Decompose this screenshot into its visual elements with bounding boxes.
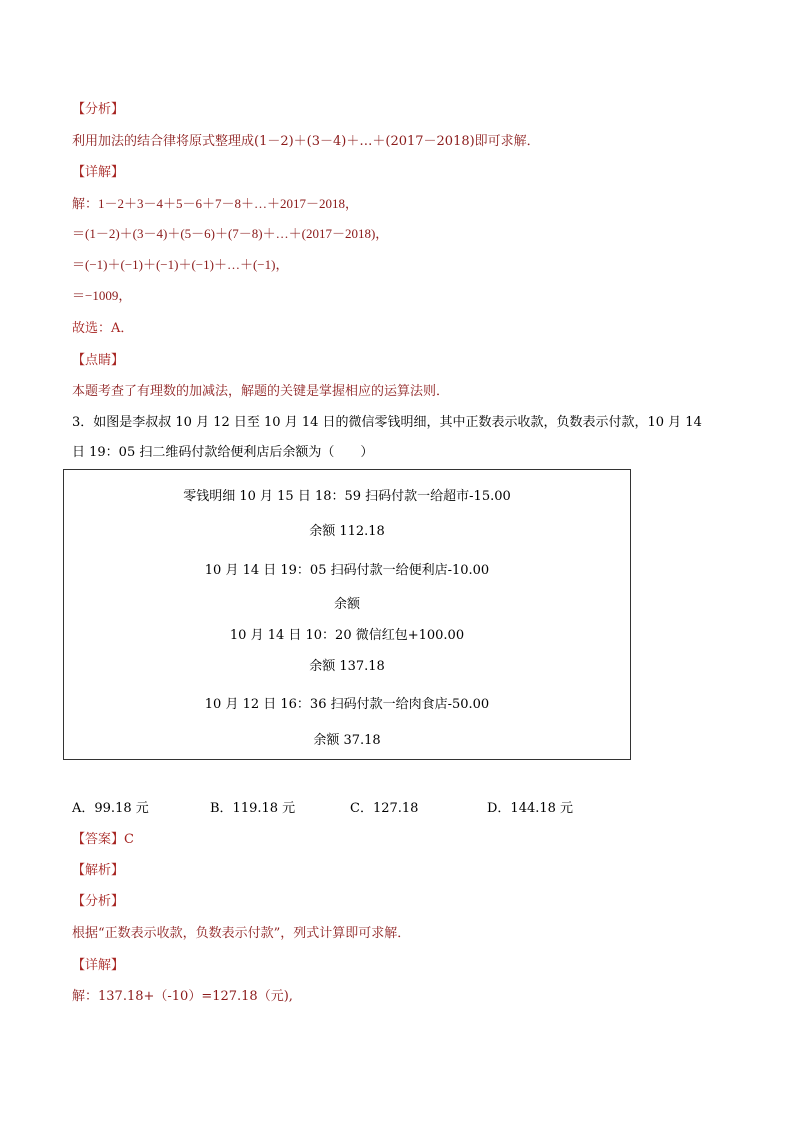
option-b: B．119.18 元 bbox=[210, 801, 296, 816]
answer-analysis-text: 根据“正数表示收款，负数表示付款”，列式计算即可求解． bbox=[72, 926, 411, 941]
answer-analysis-heading: 【分析】 bbox=[72, 894, 125, 909]
answer-detail-text: 解：137.18+（-10）=127.18（元), bbox=[72, 989, 293, 1004]
explain-heading: 【解析】 bbox=[72, 863, 125, 878]
solution-step-3: ＝(−1)＋(−1)＋(−1)＋(−1)＋…＋(−1)， bbox=[72, 257, 289, 272]
comment-text: 本题考查了有理数的加减法，解题的关键是掌握相应的运算法则． bbox=[72, 384, 450, 399]
choice-text: 故选：A． bbox=[72, 321, 134, 336]
solution-step-1: 解：1－2＋3－4＋5－6＋7－8＋…＋2017－2018， bbox=[72, 196, 359, 211]
analysis-text: 利用加法的结合律将原式整理成(1－2)＋(3－4)＋…＋(2017－2018)即可求解． bbox=[72, 134, 540, 149]
question-stem-line-1: 3．如图是李叔叔 10 月 12 日至 10 月 14 日的微信零钱明细，其中正数表示收款，负数表示付款，10 月 14 bbox=[72, 415, 702, 430]
wallet-line-7: 10 月 12 日 16：36 扫码付款一给肉食店-50.00 bbox=[204, 697, 490, 712]
solution-step-4: ＝−1009， bbox=[72, 288, 132, 303]
wallet-line-3: 10 月 14 日 19：05 扫码付款一给便利店-10.00 bbox=[204, 563, 490, 578]
option-d: D．144.18 元 bbox=[487, 801, 574, 816]
solution-step-2: ＝(1－2)＋(3－4)＋(5－6)＋(7－8)＋…＋(2017－2018)， bbox=[72, 226, 389, 241]
answer-detail-heading: 【详解】 bbox=[72, 958, 125, 973]
wallet-line-2: 余额 112.18 bbox=[309, 524, 385, 539]
detail-heading: 【详解】 bbox=[72, 165, 125, 180]
wallet-line-8: 余额 37.18 bbox=[313, 733, 381, 748]
comment-heading: 【点睛】 bbox=[72, 353, 125, 368]
option-a: A．99.18 元 bbox=[72, 801, 149, 816]
wallet-line-4: 余额 bbox=[333, 597, 360, 612]
wallet-detail-box bbox=[63, 469, 631, 760]
wallet-line-6: 余额 137.18 bbox=[309, 659, 385, 674]
answer-text: 【答案】C bbox=[72, 832, 134, 847]
question-stem-line-2: 日 19：05 扫二维码付款给便利店后余额为（ ） bbox=[72, 445, 374, 460]
wallet-line-5: 10 月 14 日 10：20 微信红包+100.00 bbox=[229, 628, 465, 643]
wallet-line-1: 零钱明细 10 月 15 日 18：59 扫码付款一给超市-15.00 bbox=[183, 489, 511, 504]
analysis-heading: 【分析】 bbox=[72, 102, 125, 117]
option-c: C．127.18 bbox=[350, 801, 419, 816]
